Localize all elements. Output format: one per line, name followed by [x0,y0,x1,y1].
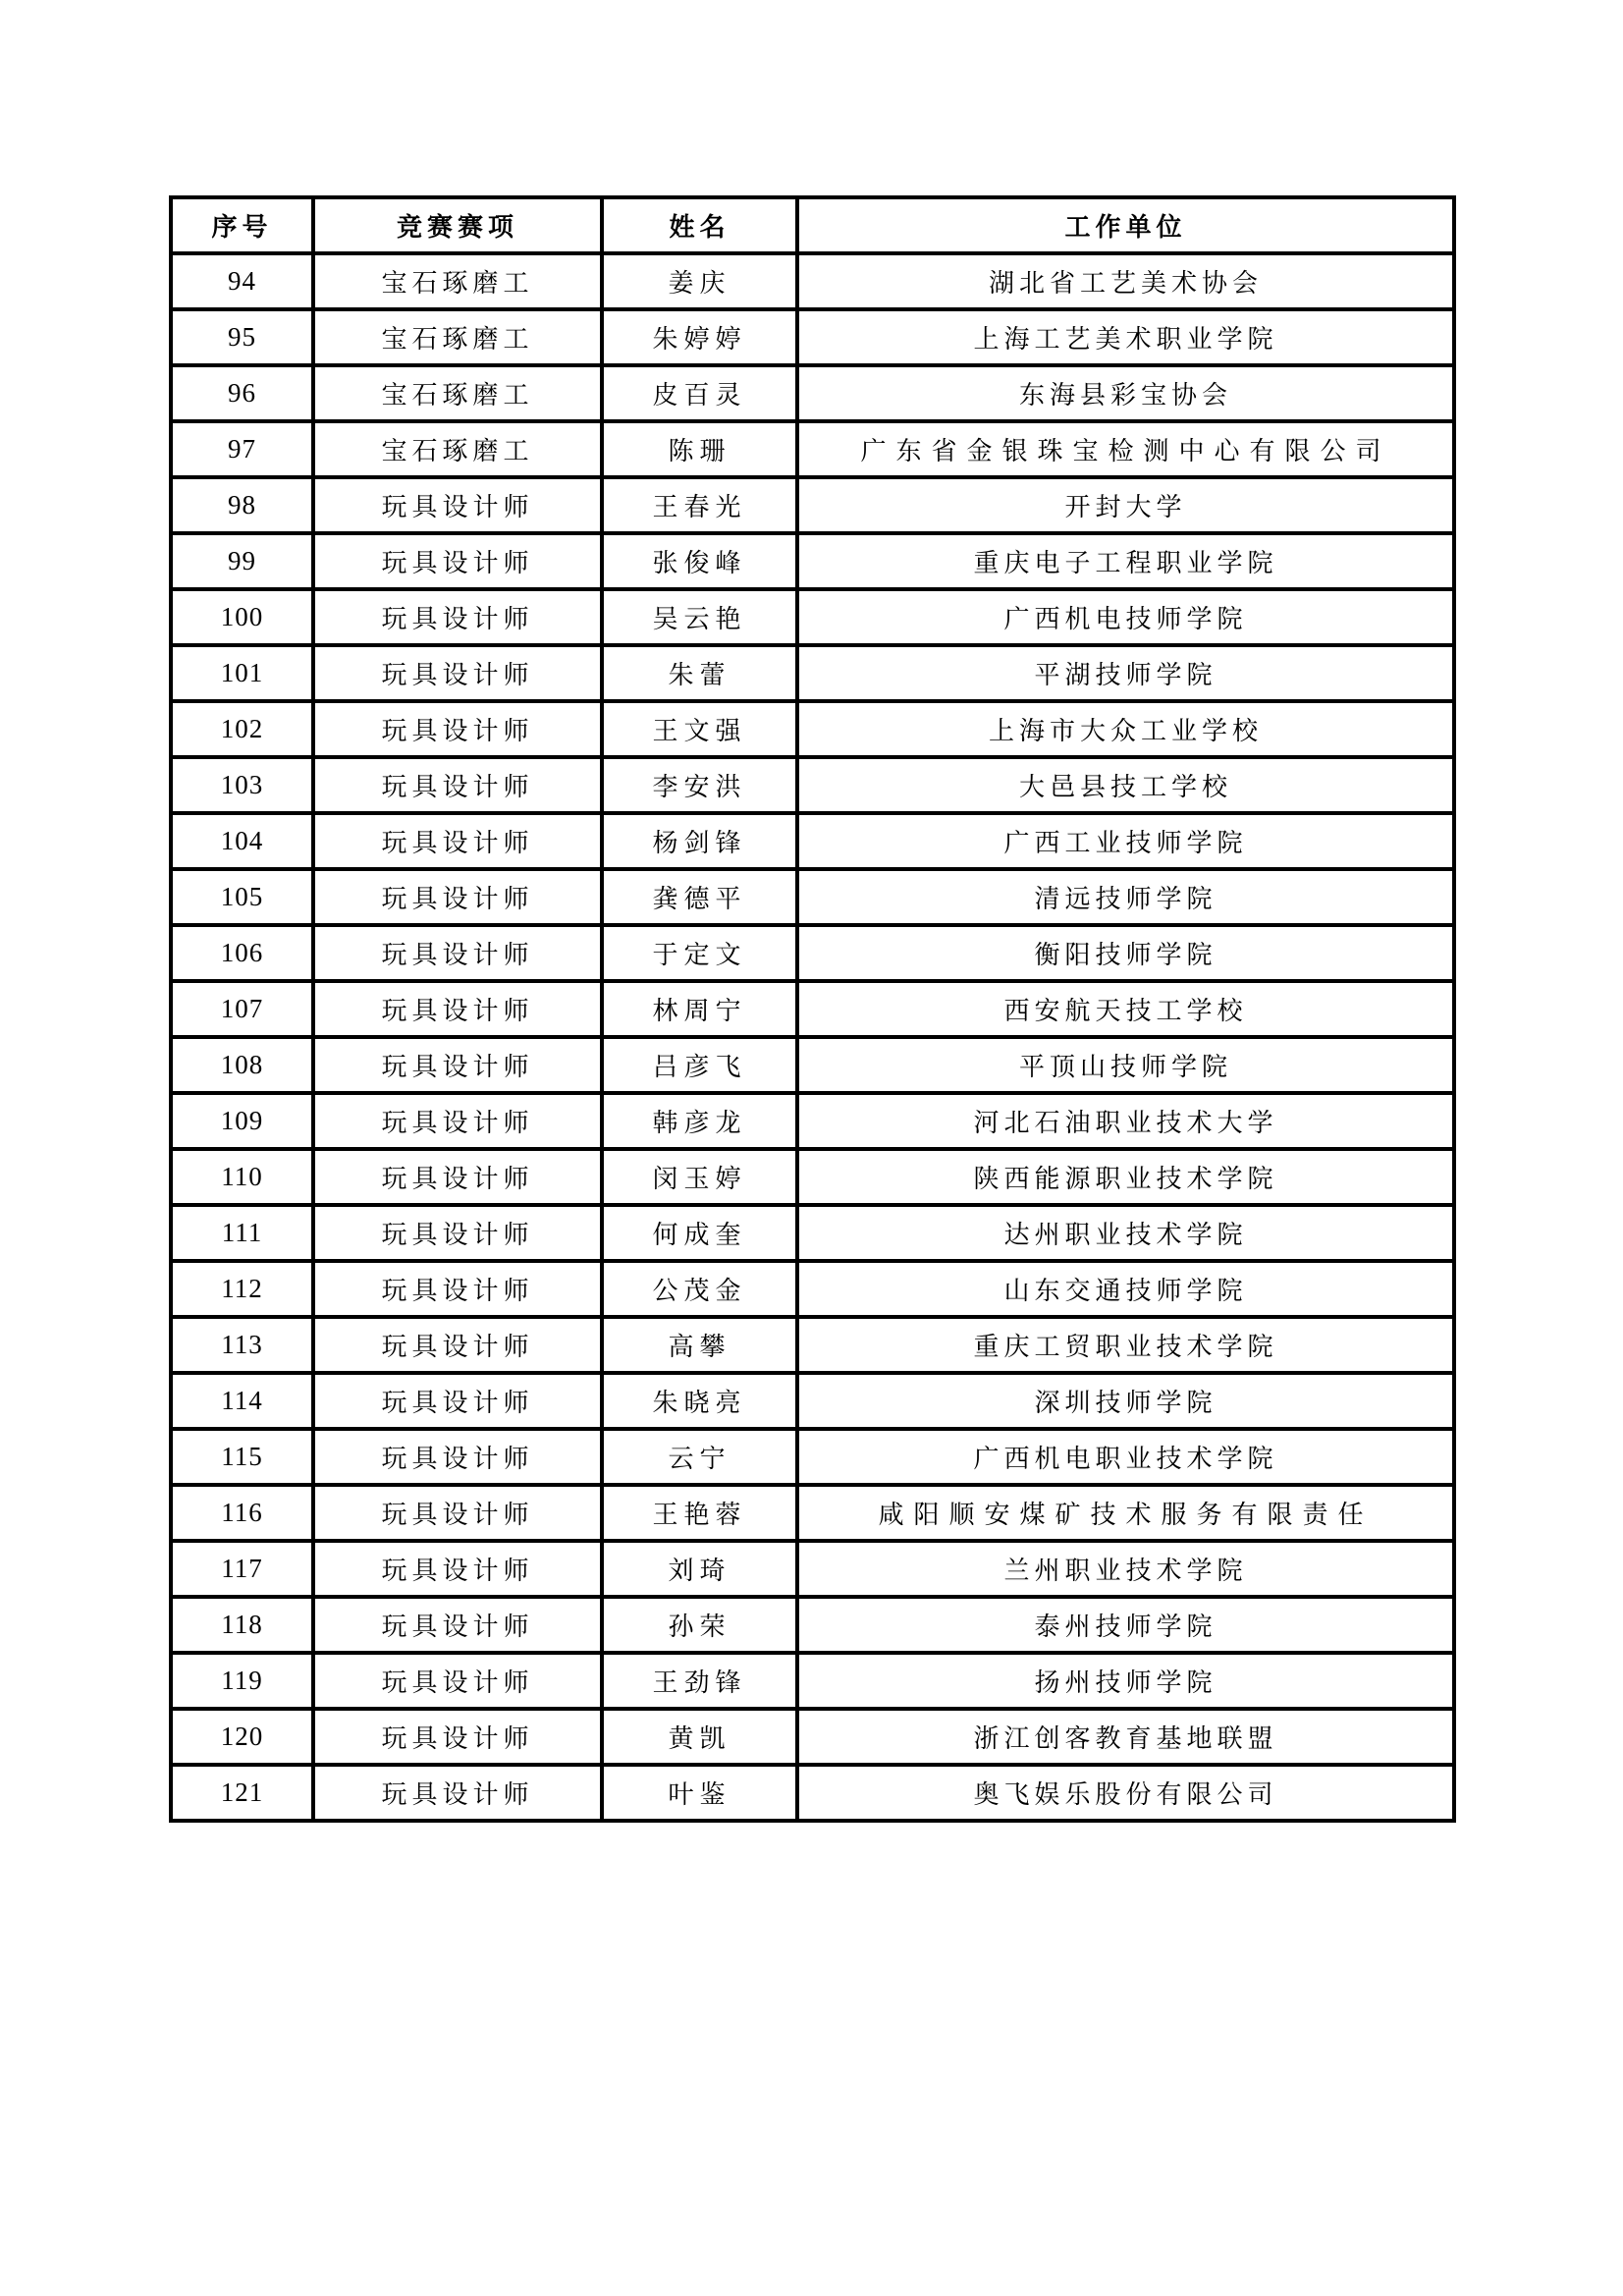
cell-no: 113 [171,1317,313,1373]
cell-name: 杨剑锋 [602,813,797,869]
cell-name: 朱蕾 [602,645,797,701]
cell-no: 103 [171,757,313,813]
cell-no: 99 [171,533,313,589]
cell-no: 97 [171,421,313,477]
table-row [171,1317,1454,1373]
cell-event: 玩具设计师 [313,981,602,1037]
cell-no: 101 [171,645,313,701]
competition-roster-table [169,195,1456,1823]
table-row [171,421,1454,477]
cell-name: 陈珊 [602,421,797,477]
cell-event: 玩具设计师 [313,757,602,813]
cell-event: 玩具设计师 [313,477,602,533]
cell-unit: 重庆电子工程职业学院 [797,533,1454,589]
cell-no: 112 [171,1261,313,1317]
cell-unit: 奥飞娱乐股份有限公司 [797,1765,1454,1821]
cell-event: 宝石琢磨工 [313,365,602,421]
cell-event: 玩具设计师 [313,1765,602,1821]
cell-unit: 扬州技师学院 [797,1653,1454,1709]
cell-no: 114 [171,1373,313,1429]
cell-event: 玩具设计师 [313,813,602,869]
table-row [171,1597,1454,1653]
cell-event: 玩具设计师 [313,1093,602,1149]
cell-unit: 泰州技师学院 [797,1597,1454,1653]
table-row [171,813,1454,869]
cell-name: 李安洪 [602,757,797,813]
cell-name: 黄凯 [602,1709,797,1765]
cell-event: 玩具设计师 [313,869,602,925]
table-row [171,1541,1454,1597]
table-row [171,1485,1454,1541]
cell-event: 玩具设计师 [313,701,602,757]
cell-event: 宝石琢磨工 [313,309,602,365]
cell-name: 张俊峰 [602,533,797,589]
table-row [171,1653,1454,1709]
cell-event: 玩具设计师 [313,589,602,645]
table-row [171,869,1454,925]
cell-unit: 平顶山技师学院 [797,1037,1454,1093]
cell-unit: 达州职业技术学院 [797,1205,1454,1261]
table-row [171,1429,1454,1485]
cell-unit: 广西机电职业技术学院 [797,1429,1454,1485]
cell-event: 玩具设计师 [313,1037,602,1093]
cell-event: 玩具设计师 [313,645,602,701]
cell-name: 何成奎 [602,1205,797,1261]
cell-name: 于定文 [602,925,797,981]
table-row [171,1149,1454,1205]
cell-name: 皮百灵 [602,365,797,421]
cell-unit: 东海县彩宝协会 [797,365,1454,421]
cell-unit: 重庆工贸职业技术学院 [797,1317,1454,1373]
cell-no: 111 [171,1205,313,1261]
table-row [171,925,1454,981]
table-row [171,701,1454,757]
table-row [171,309,1454,365]
header-cell-name: 姓名 [602,197,797,253]
cell-event: 玩具设计师 [313,1205,602,1261]
cell-unit: 广西工业技师学院 [797,813,1454,869]
cell-no: 95 [171,309,313,365]
cell-no: 98 [171,477,313,533]
cell-event: 玩具设计师 [313,1597,602,1653]
cell-unit: 咸阳顺安煤矿技术服务有限责任 [797,1485,1454,1541]
cell-unit: 上海市大众工业学校 [797,701,1454,757]
cell-unit: 平湖技师学院 [797,645,1454,701]
cell-name: 云宁 [602,1429,797,1485]
cell-no: 118 [171,1597,313,1653]
cell-unit: 河北石油职业技术大学 [797,1093,1454,1149]
header-cell-no: 序号 [171,197,313,253]
cell-event: 宝石琢磨工 [313,421,602,477]
cell-unit: 清远技师学院 [797,869,1454,925]
cell-name: 闵玉婷 [602,1149,797,1205]
table-row [171,253,1454,309]
cell-event: 玩具设计师 [313,1709,602,1765]
cell-unit: 浙江创客教育基地联盟 [797,1709,1454,1765]
cell-event: 宝石琢磨工 [313,253,602,309]
cell-name: 吴云艳 [602,589,797,645]
cell-no: 121 [171,1765,313,1821]
table-row [171,365,1454,421]
cell-unit: 广西机电技师学院 [797,589,1454,645]
cell-event: 玩具设计师 [313,1541,602,1597]
cell-no: 117 [171,1541,313,1597]
cell-no: 115 [171,1429,313,1485]
cell-unit: 陕西能源职业技术学院 [797,1149,1454,1205]
table-row [171,589,1454,645]
cell-name: 吕彦飞 [602,1037,797,1093]
cell-name: 龚德平 [602,869,797,925]
cell-name: 朱婷婷 [602,309,797,365]
cell-unit: 深圳技师学院 [797,1373,1454,1429]
cell-no: 110 [171,1149,313,1205]
cell-no: 100 [171,589,313,645]
cell-no: 105 [171,869,313,925]
cell-name: 林周宁 [602,981,797,1037]
cell-unit: 开封大学 [797,477,1454,533]
cell-name: 韩彦龙 [602,1093,797,1149]
cell-unit: 上海工艺美术职业学院 [797,309,1454,365]
cell-event: 玩具设计师 [313,1317,602,1373]
cell-no: 119 [171,1653,313,1709]
cell-no: 104 [171,813,313,869]
cell-unit: 湖北省工艺美术协会 [797,253,1454,309]
cell-unit: 山东交通技师学院 [797,1261,1454,1317]
table-row [171,1205,1454,1261]
cell-name: 公茂金 [602,1261,797,1317]
cell-event: 玩具设计师 [313,1261,602,1317]
cell-unit: 广东省金银珠宝检测中心有限公司 [797,421,1454,477]
cell-unit: 大邑县技工学校 [797,757,1454,813]
cell-name: 孙荣 [602,1597,797,1653]
table-header [171,197,1454,253]
cell-name: 王艳蓉 [602,1485,797,1541]
cell-no: 106 [171,925,313,981]
header-row [171,197,1454,253]
table-row [171,1093,1454,1149]
cell-event: 玩具设计师 [313,925,602,981]
cell-event: 玩具设计师 [313,1485,602,1541]
table-row [171,1373,1454,1429]
cell-name: 王文强 [602,701,797,757]
cell-name: 朱晓亮 [602,1373,797,1429]
header-cell-event: 竞赛赛项 [313,197,602,253]
cell-event: 玩具设计师 [313,1373,602,1429]
table-row [171,1709,1454,1765]
cell-name: 叶鉴 [602,1765,797,1821]
cell-no: 116 [171,1485,313,1541]
cell-name: 姜庆 [602,253,797,309]
cell-no: 96 [171,365,313,421]
table-row [171,981,1454,1037]
cell-name: 王劲锋 [602,1653,797,1709]
cell-unit: 衡阳技师学院 [797,925,1454,981]
table-row [171,1037,1454,1093]
cell-no: 120 [171,1709,313,1765]
cell-no: 109 [171,1093,313,1149]
cell-no: 107 [171,981,313,1037]
cell-unit: 兰州职业技术学院 [797,1541,1454,1597]
cell-unit: 西安航天技工学校 [797,981,1454,1037]
cell-no: 94 [171,253,313,309]
table-row [171,533,1454,589]
cell-name: 刘琦 [602,1541,797,1597]
cell-no: 108 [171,1037,313,1093]
table-row [171,1765,1454,1821]
cell-event: 玩具设计师 [313,533,602,589]
cell-no: 102 [171,701,313,757]
cell-name: 王春光 [602,477,797,533]
cell-event: 玩具设计师 [313,1429,602,1485]
table-row [171,757,1454,813]
cell-event: 玩具设计师 [313,1653,602,1709]
table-row [171,477,1454,533]
header-cell-unit: 工作单位 [797,197,1454,253]
table-row [171,645,1454,701]
cell-name: 高攀 [602,1317,797,1373]
table-row [171,1261,1454,1317]
table-body [171,253,1454,1821]
cell-event: 玩具设计师 [313,1149,602,1205]
